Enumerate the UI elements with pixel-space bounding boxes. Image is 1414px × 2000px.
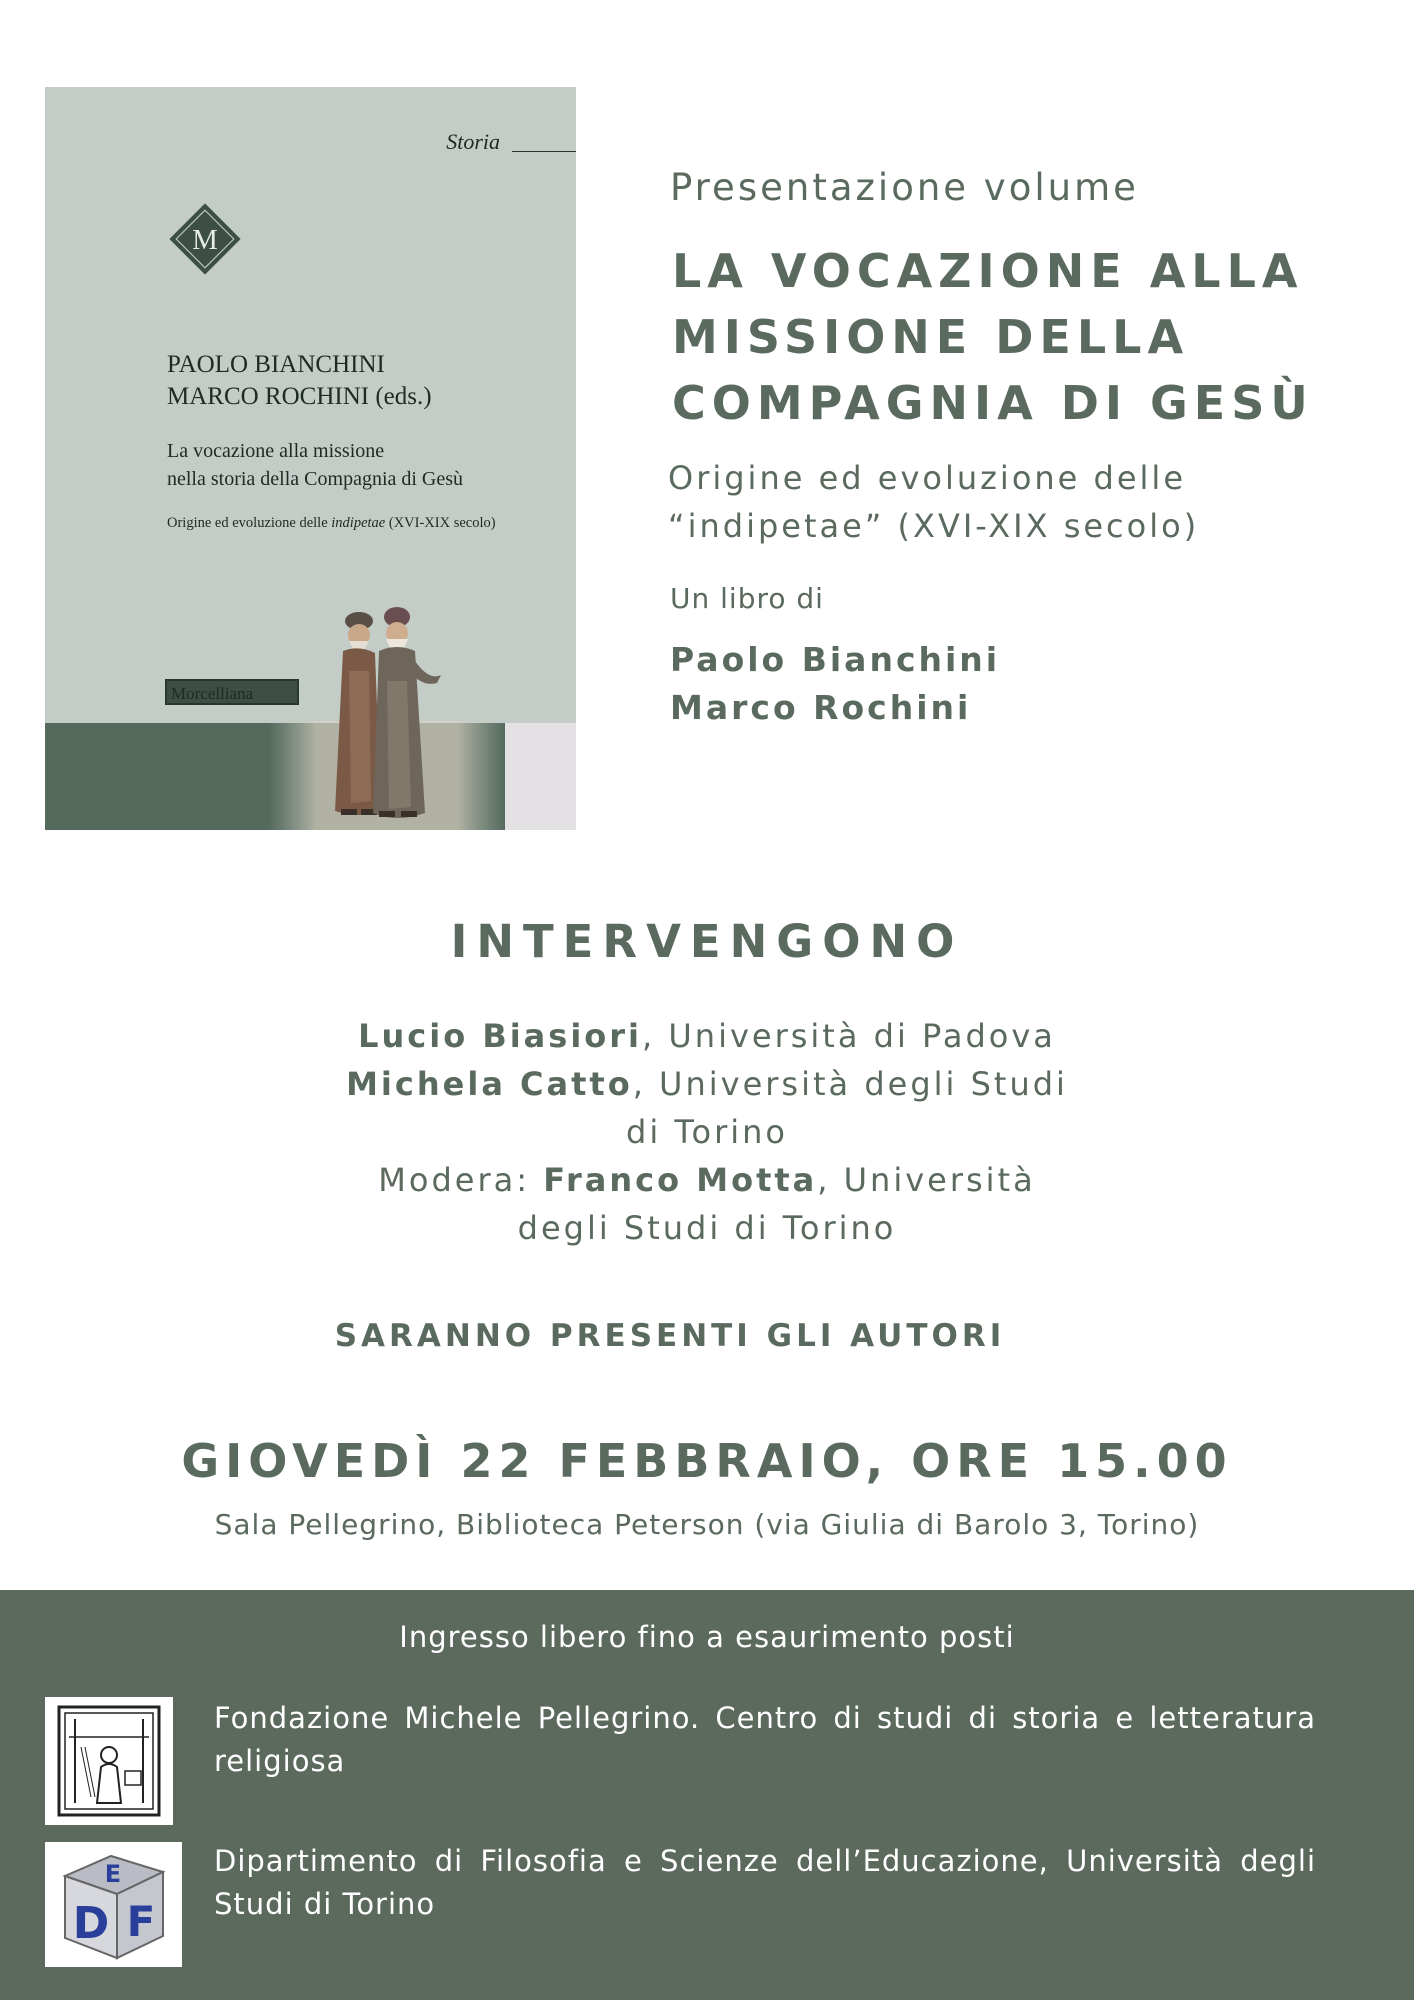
cover-authors (167, 349, 432, 413)
speaker-line-1 (0, 1012, 1414, 1060)
publisher-logo-letter: M (192, 224, 218, 257)
subtitle-line-1: Origine ed evoluzione delle (668, 459, 1186, 497)
cover-author-1: PAOLO BIANCHINI (167, 351, 385, 378)
dfe-letter-f: F (126, 1897, 156, 1946)
dfe-letter-d: D (72, 1898, 110, 1949)
book-cover (45, 87, 576, 830)
event-venue: Sala Pellegrino, Biblioteca Peterson (via Giulia di Barolo 3, Torino) (214, 1508, 1200, 1541)
author-name-1: Paolo Bianchini (670, 640, 1001, 679)
speakers-heading: INTERVENGONO (450, 915, 964, 968)
cover-subtitle-prefix: Origine ed evoluzione delle (167, 515, 332, 531)
moderator-affiliation: , Università (817, 1161, 1036, 1199)
two-jesuit-figures-illustration (269, 601, 505, 830)
speaker-line-3: di Torino (626, 1113, 788, 1151)
speaker-affiliation: , Università di Padova (642, 1017, 1056, 1055)
cover-band-light (505, 723, 576, 830)
engraving-scholar-icon (45, 1697, 173, 1825)
cover-series: Storia (446, 129, 500, 154)
footer (0, 1590, 1414, 2000)
speakers-list (0, 1012, 1414, 1252)
moderator-line (0, 1156, 1414, 1204)
cover-title-line-2: nella storia della Compagnia di Gesù (167, 468, 464, 490)
by-label: Un libro di (670, 582, 824, 615)
dfe-letter-e: E (104, 1860, 122, 1888)
event-date: GIOVEDÌ 22 FEBBRAIO, ORE 15.00 (181, 1434, 1233, 1488)
moderator-label: Modera: (378, 1161, 544, 1199)
cover-title-line-1: La vocazione alla missione (167, 440, 385, 462)
main-title-line-2: MISSIONE DELLA (672, 310, 1190, 364)
speaker-line-2 (0, 1060, 1414, 1108)
cover-subtitle (167, 515, 496, 532)
speaker-affiliation: , Università degli Studi (632, 1065, 1068, 1103)
moderator-line-2: degli Studi di Torino (517, 1209, 897, 1247)
cover-subtitle-italic: indipetae (331, 515, 386, 531)
cover-series-rule (512, 151, 576, 152)
main-title (672, 238, 1392, 436)
org2-name: Dipartimento di Filosofia e Scienze dell’Educazione, Università degli Studi di Torino (214, 1844, 1316, 1921)
cover-publisher: Morcelliana (165, 679, 299, 705)
main-title-line-3: COMPAGNIA DI GESÙ (672, 376, 1314, 430)
cover-author-2: MARCO ROCHINI (eds.) (167, 383, 432, 410)
subtitle-line-2: “indipetae” (XVI-XIX secolo) (668, 507, 1200, 545)
org1-name: Fondazione Michele Pellegrino. Centro di studi di storia e letteratura religiosa (214, 1701, 1316, 1778)
cover-title (167, 437, 463, 493)
moderator-name: Franco Motta (543, 1161, 818, 1199)
cover-subtitle-suffix: (XVI-XIX secolo) (385, 515, 496, 531)
publisher-logo-icon (169, 203, 241, 275)
speaker-name: Michela Catto (346, 1065, 633, 1103)
dfe-cube-icon (45, 1842, 182, 1967)
speaker-name: Lucio Biasiori (358, 1017, 643, 1055)
subtitle (668, 454, 1388, 550)
entry-note: Ingresso libero fino a esaurimento posti (399, 1620, 1015, 1654)
author-name-2: Marco Rochini (670, 688, 972, 727)
main-title-line-1: LA VOCAZIONE ALLA (672, 244, 1304, 298)
kicker: Presentazione volume (670, 166, 1139, 209)
authors-present-note: SARANNO PRESENTI GLI AUTORI (334, 1318, 1006, 1354)
